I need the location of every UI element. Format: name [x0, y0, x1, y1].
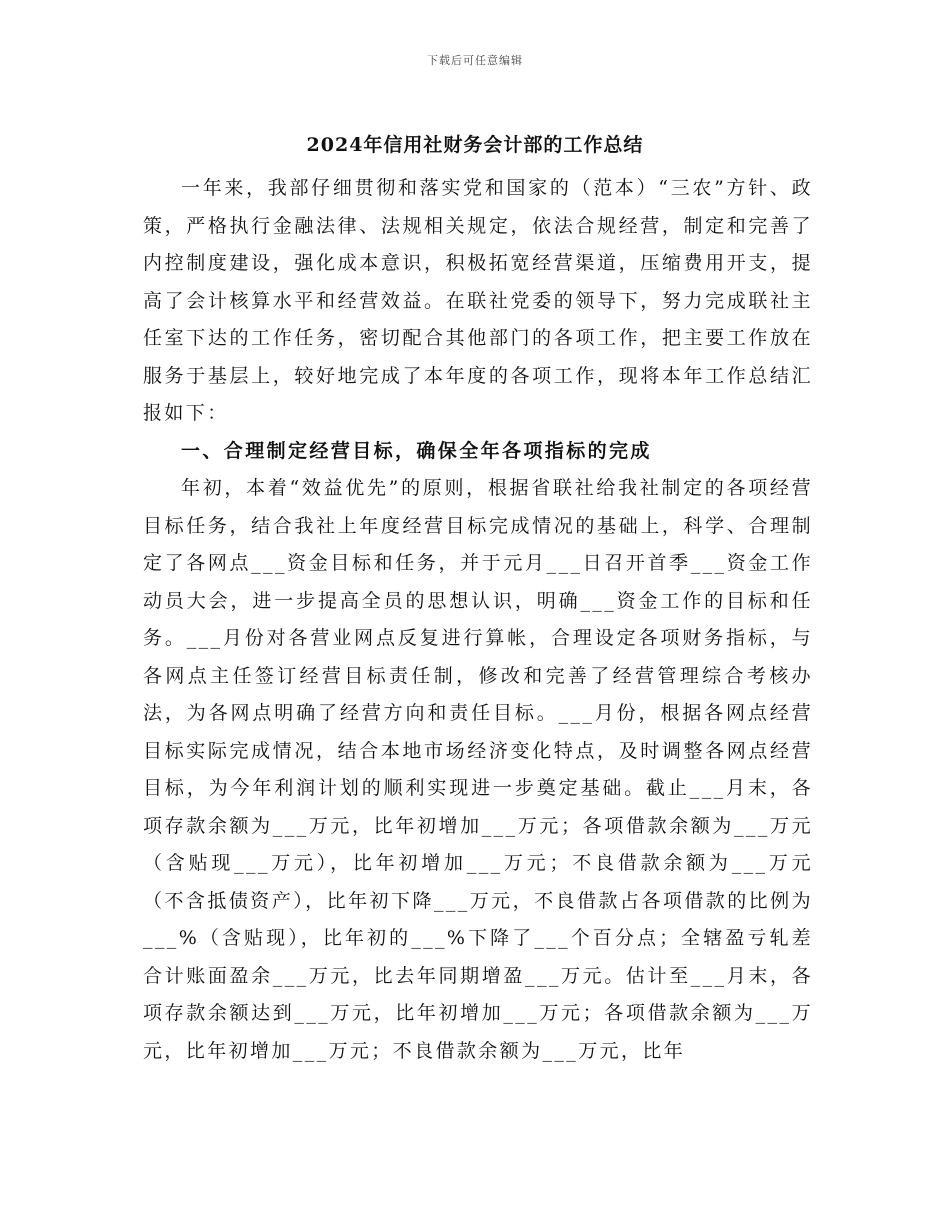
document-title: 2024年信用社财务会计部的工作总结: [306, 134, 644, 156]
intro-paragraph: 一年来，我部仔细贯彻和落实党和国家的（范本）“三农”方针、政策，严格执行金融法律、法规相关规定，依法合规经营，制定和完善了内控制度建设，强化成本意识，积极拓宽经营渠道，压缩费用开支，提高了会计核算水平和经营效益。在联社党委的领导下，努力完成联社主任室下达的工作任务，密切配合其他部门的各项工作，把主要工作放在服务于基层上，较好地完成了本年度的各项工作，现将本年工作总结汇报如下：: [143, 177, 813, 424]
header-note: 下载后可任意编辑: [427, 54, 523, 67]
document-body: [143, 170, 813, 1070]
section-heading: 一、合理制定经营目标，确保全年各项指标的完成: [181, 439, 652, 462]
section-paragraph: 年初，本着“效益优先”的原则，根据省联社给我社制定的各项经营目标任务，结合我社上年度经营目标完成情况的基础上，科学、合理制定了各网点___资金目标和任务，并于元月___日召开首季___资金工作动员大会，进一步提高全员的思想认识，明确___资金工作的目标和任务。___月份对各营业网点反复进行算帐，合理设定各项财务指标，与各网点主任签订经营目标责任制，修改和完善了经营管理综合考核办法，为各网点明确了经营方向和责任目标。___月份，根据各网点经营目标实际完成情况，结合本地市场经济变化特点，及时调整各网点经营目标，为今年利润计划的顺利实现进一步奠定基础。截止___月末，各项存款余额为___万元，比年初增加___万元；各项借款余额为___万元（含贴现___万元），比年初增加___万元；不良借款余额为___万元（不含抵债资产），比年初下降___万元，不良借款占各项借款的比例为___%（含贴现），比年初的___%下降了___个百分点；全辖盈亏轧差合计账面盈余___万元，比去年同期增盈___万元。估计至___月末，各项存款余额达到___万元，比年初增加___万元；各项借款余额为___万元，比年初增加___万元；不良借款余额为___万元，比年: [143, 477, 813, 1062]
